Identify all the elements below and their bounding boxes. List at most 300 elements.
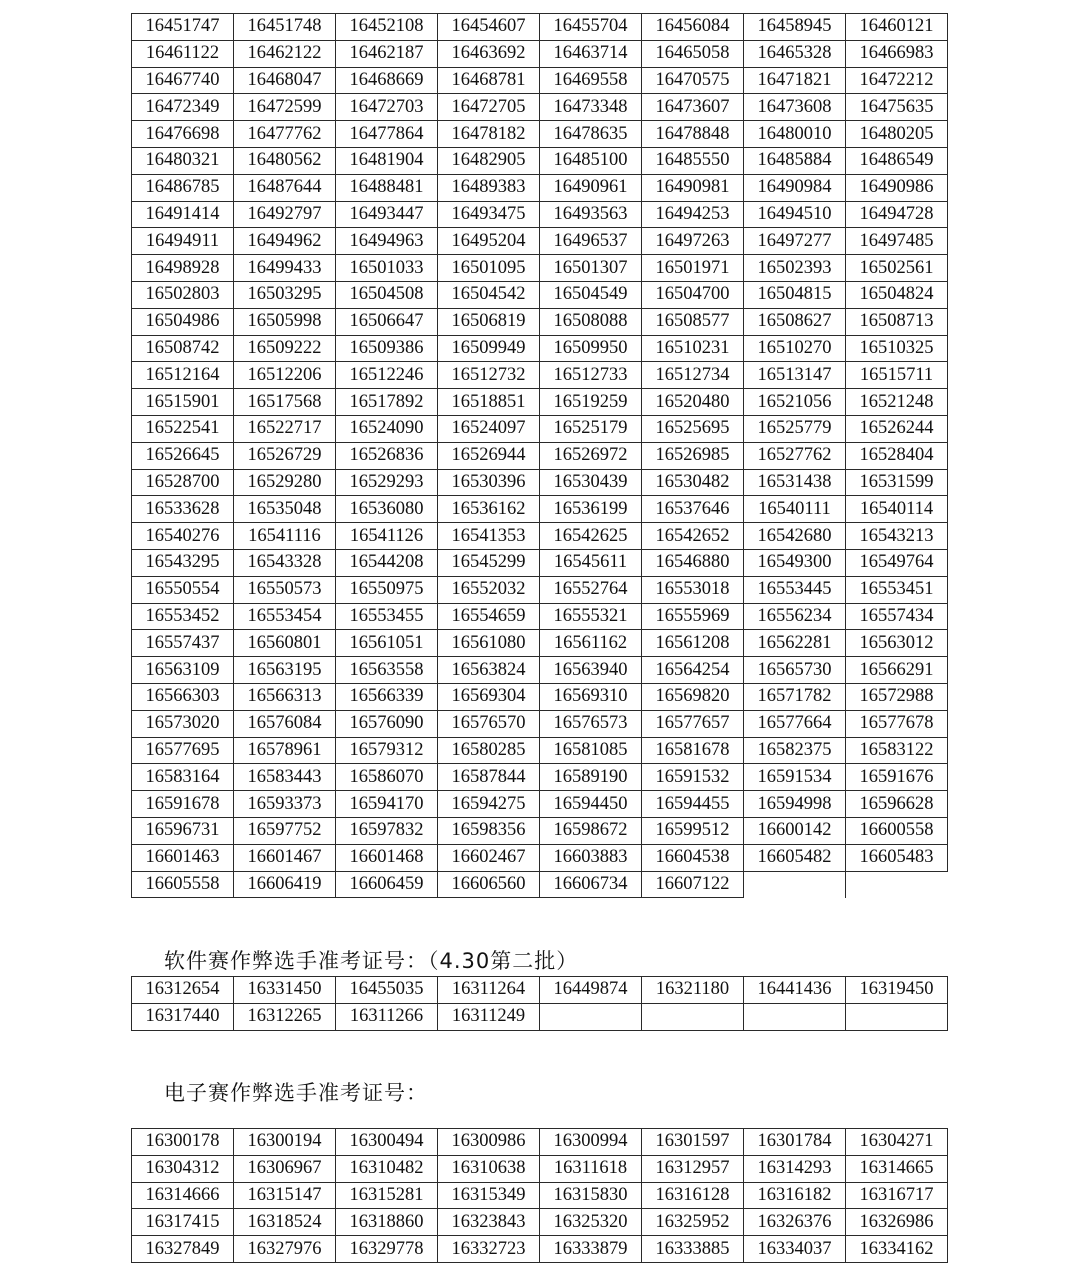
admission-number-cell: 16316717 — [846, 1182, 948, 1209]
admission-number-cell: 16598356 — [438, 817, 540, 844]
table-row — [132, 121, 948, 148]
table-row — [132, 40, 948, 67]
table-row — [132, 1236, 948, 1263]
admission-number-cell: 16606419 — [234, 871, 336, 898]
table-row — [132, 335, 948, 362]
admission-number-cell: 16583122 — [846, 737, 948, 764]
admission-number-cell: 16494728 — [846, 201, 948, 228]
admission-number-cell: 16480562 — [234, 147, 336, 174]
admission-number-cell: 16496537 — [540, 228, 642, 255]
admission-number-cell: 16606734 — [540, 871, 642, 898]
admission-number-cell: 16306967 — [234, 1155, 336, 1182]
table-row — [132, 94, 948, 121]
admission-number-cell: 16541116 — [234, 523, 336, 550]
admission-number-cell: 16504986 — [132, 308, 234, 335]
admission-number-cell: 16480205 — [846, 121, 948, 148]
admission-number-cell: 16509950 — [540, 335, 642, 362]
admission-number-cell: 16495204 — [438, 228, 540, 255]
admission-number-cell: 16502393 — [744, 255, 846, 282]
admission-number-cell: 16566313 — [234, 683, 336, 710]
admission-number-cell: 16594450 — [540, 791, 642, 818]
table-row — [132, 1182, 948, 1209]
admission-number-cell: 16318524 — [234, 1209, 336, 1236]
admission-number-cell: 16314666 — [132, 1182, 234, 1209]
table-row — [132, 255, 948, 282]
admission-number-cell: 16310638 — [438, 1155, 540, 1182]
admission-number-cell: 16504542 — [438, 281, 540, 308]
admission-number-cell: 16470575 — [642, 67, 744, 94]
admission-number-cell: 16314665 — [846, 1155, 948, 1182]
admission-number-cell: 16583164 — [132, 764, 234, 791]
admission-number-cell: 16486785 — [132, 174, 234, 201]
table-row — [132, 469, 948, 496]
admission-number-cell: 16591678 — [132, 791, 234, 818]
admission-number-cell: 16300178 — [132, 1129, 234, 1156]
admission-number-cell: 16594275 — [438, 791, 540, 818]
table-row — [132, 817, 948, 844]
admission-number-cell: 16327976 — [234, 1236, 336, 1263]
admission-number-cell: 16600142 — [744, 817, 846, 844]
admission-number-cell: 16462122 — [234, 40, 336, 67]
admission-number-cell: 16311249 — [438, 1003, 540, 1030]
admission-number-cell: 16531599 — [846, 469, 948, 496]
software-contest-heading: 软件赛作弊选手准考证号：（4.30第二批） — [164, 949, 579, 973]
admission-number-cell: 16513147 — [744, 362, 846, 389]
admission-number-cell: 16576573 — [540, 710, 642, 737]
admission-number-cell: 16553455 — [336, 603, 438, 630]
table-row — [132, 844, 948, 871]
admission-number-cell: 16472703 — [336, 94, 438, 121]
table-row — [132, 67, 948, 94]
table-row — [132, 415, 948, 442]
admission-number-cell: 16542652 — [642, 523, 744, 550]
admission-number-cell: 16491414 — [132, 201, 234, 228]
admission-number-cell: 16543328 — [234, 549, 336, 576]
admission-number-cell: 16601468 — [336, 844, 438, 871]
admission-number-cell: 16526244 — [846, 415, 948, 442]
table-row — [132, 14, 948, 41]
admission-number-cell: 16512246 — [336, 362, 438, 389]
table-row — [132, 147, 948, 174]
admission-number-cell: 16577695 — [132, 737, 234, 764]
admission-number-cell: 16554659 — [438, 603, 540, 630]
admission-number-cell: 16477762 — [234, 121, 336, 148]
admission-number-cell: 16316128 — [642, 1182, 744, 1209]
admission-number-cell: 16542680 — [744, 523, 846, 550]
admission-number-cell: 16494911 — [132, 228, 234, 255]
table-row — [132, 977, 948, 1004]
admission-number-cell: 16563824 — [438, 657, 540, 684]
admission-number-cell: 16311618 — [540, 1155, 642, 1182]
admission-number-cell: 16512206 — [234, 362, 336, 389]
admission-number-cell: 16331450 — [234, 977, 336, 1004]
admission-number-cell: 16563109 — [132, 657, 234, 684]
admission-number-cell: 16490986 — [846, 174, 948, 201]
table-row — [132, 549, 948, 576]
admission-number-cell: 16601467 — [234, 844, 336, 871]
admission-number-cell: 16526985 — [642, 442, 744, 469]
table-row — [132, 1003, 948, 1030]
admission-number-cell: 16529293 — [336, 469, 438, 496]
admission-number-cell: 16317440 — [132, 1003, 234, 1030]
admission-number-cell: 16468047 — [234, 67, 336, 94]
admission-number-cell: 16596628 — [846, 791, 948, 818]
admission-number-cell: 16310482 — [336, 1155, 438, 1182]
admission-number-cell: 16494962 — [234, 228, 336, 255]
admission-number-cell: 16525695 — [642, 415, 744, 442]
admission-number-cell: 16550975 — [336, 576, 438, 603]
admission-number-cell: 16530396 — [438, 469, 540, 496]
admission-number-cell: 16300986 — [438, 1129, 540, 1156]
admission-number-cell: 16315147 — [234, 1182, 336, 1209]
admission-number-cell: 16600558 — [846, 817, 948, 844]
admission-number-cell: 16451747 — [132, 14, 234, 41]
admission-number-cell: 16501971 — [642, 255, 744, 282]
admission-number-cell: 16506647 — [336, 308, 438, 335]
admission-number-cell: 16509949 — [438, 335, 540, 362]
admission-number-cell: 16315281 — [336, 1182, 438, 1209]
admission-number-cell: 16530482 — [642, 469, 744, 496]
admission-number-cell: 16566303 — [132, 683, 234, 710]
admission-number-cell: 16597832 — [336, 817, 438, 844]
admission-number-cell: 16587844 — [438, 764, 540, 791]
table-row — [132, 228, 948, 255]
admission-number-cell: 16502803 — [132, 281, 234, 308]
admission-number-cell: 16598672 — [540, 817, 642, 844]
admission-number-cell: 16503295 — [234, 281, 336, 308]
admission-number-cell: 16478635 — [540, 121, 642, 148]
admission-number-cell: 16573020 — [132, 710, 234, 737]
table-row — [132, 1155, 948, 1182]
admission-number-cell: 16494253 — [642, 201, 744, 228]
admission-number-cell: 16312957 — [642, 1155, 744, 1182]
admission-number-cell: 16578961 — [234, 737, 336, 764]
admission-number-cell: 16582375 — [744, 737, 846, 764]
admission-number-cell: 16606560 — [438, 871, 540, 898]
admission-number-cell: 16493563 — [540, 201, 642, 228]
admission-number-cell: 16530439 — [540, 469, 642, 496]
admission-number-cell: 16576090 — [336, 710, 438, 737]
admission-number-cell: 16594998 — [744, 791, 846, 818]
admission-number-cell: 16329778 — [336, 1236, 438, 1263]
admission-number-cell: 16566339 — [336, 683, 438, 710]
admission-number-cell: 16504549 — [540, 281, 642, 308]
admission-number-cell: 16509386 — [336, 335, 438, 362]
admission-number-cell: 16552032 — [438, 576, 540, 603]
admission-number-cell: 16564254 — [642, 657, 744, 684]
table-row — [132, 764, 948, 791]
admission-number-cell: 16501095 — [438, 255, 540, 282]
admission-number-cell: 16467740 — [132, 67, 234, 94]
admission-number-cell: 16485550 — [642, 147, 744, 174]
admission-number-cell: 16569820 — [642, 683, 744, 710]
admission-number-cell: 16591532 — [642, 764, 744, 791]
admission-number-cell: 16549300 — [744, 549, 846, 576]
admission-number-cell: 16552764 — [540, 576, 642, 603]
admission-number-cell: 16468781 — [438, 67, 540, 94]
admission-number-cell: 16455035 — [336, 977, 438, 1004]
admission-number-cell: 16478182 — [438, 121, 540, 148]
admission-number-cell: 16301784 — [744, 1129, 846, 1156]
admission-number-cell: 16441436 — [744, 977, 846, 1004]
admission-number-cell: 16550554 — [132, 576, 234, 603]
admission-number-cell: 16605558 — [132, 871, 234, 898]
admission-number-cell: 16563012 — [846, 630, 948, 657]
admission-number-cell: 16521248 — [846, 389, 948, 416]
admission-number-cell: 16473348 — [540, 94, 642, 121]
admission-number-cell: 16526972 — [540, 442, 642, 469]
admission-number-cell: 16319450 — [846, 977, 948, 1004]
admission-number-cell — [846, 1003, 948, 1030]
admission-number-cell: 16555321 — [540, 603, 642, 630]
admission-number-cell: 16312654 — [132, 977, 234, 1004]
admission-number-cell: 16485100 — [540, 147, 642, 174]
admission-number-cell: 16601463 — [132, 844, 234, 871]
admission-number-cell: 16492797 — [234, 201, 336, 228]
admission-number-cell: 16515711 — [846, 362, 948, 389]
software-contest-table — [131, 976, 948, 1031]
admission-number-cell: 16504700 — [642, 281, 744, 308]
admission-number-cell: 16510325 — [846, 335, 948, 362]
empty-cell — [846, 871, 948, 898]
admission-number-cell: 16466983 — [846, 40, 948, 67]
admission-number-cell: 16451748 — [234, 14, 336, 41]
admission-number-cell: 16508713 — [846, 308, 948, 335]
admission-number-cell: 16471821 — [744, 67, 846, 94]
admission-number-cell: 16508577 — [642, 308, 744, 335]
admission-number-cell: 16509222 — [234, 335, 336, 362]
admission-number-cell — [642, 1003, 744, 1030]
admission-number-cell: 16334162 — [846, 1236, 948, 1263]
admission-number-cell: 16563940 — [540, 657, 642, 684]
admission-number-cell: 16501307 — [540, 255, 642, 282]
admission-number-cell: 16581678 — [642, 737, 744, 764]
admission-number-cell: 16333885 — [642, 1236, 744, 1263]
admission-number-cell: 16504824 — [846, 281, 948, 308]
admission-number-cell: 16522541 — [132, 415, 234, 442]
admission-number-cell: 16312265 — [234, 1003, 336, 1030]
admission-number-cell: 16543295 — [132, 549, 234, 576]
admission-number-cell: 16596731 — [132, 817, 234, 844]
table-row — [132, 1209, 948, 1236]
admission-number-cell: 16311266 — [336, 1003, 438, 1030]
admission-number-cell: 16318860 — [336, 1209, 438, 1236]
admission-number-cell: 16571782 — [744, 683, 846, 710]
admission-number-cell: 16325952 — [642, 1209, 744, 1236]
table-row — [132, 201, 948, 228]
admission-number-cell: 16577678 — [846, 710, 948, 737]
admission-number-cell: 16490984 — [744, 174, 846, 201]
admission-number-cell: 16326986 — [846, 1209, 948, 1236]
admission-number-cell: 16300194 — [234, 1129, 336, 1156]
admission-number-cell: 16606459 — [336, 871, 438, 898]
electronics-contest-heading: 电子赛作弊选手准考证号： — [164, 1081, 428, 1105]
admission-number-cell: 16521056 — [744, 389, 846, 416]
admission-number-cell: 16498928 — [132, 255, 234, 282]
admission-number-cell: 16565730 — [744, 657, 846, 684]
admission-number-cell: 16560801 — [234, 630, 336, 657]
admission-number-cell: 16494510 — [744, 201, 846, 228]
admission-number-cell: 16502561 — [846, 255, 948, 282]
admission-number-cell: 16512733 — [540, 362, 642, 389]
admission-number-cell: 16536080 — [336, 496, 438, 523]
admission-number-cell: 16553452 — [132, 603, 234, 630]
admission-number-cell: 16525179 — [540, 415, 642, 442]
admission-number-cell: 16540114 — [846, 496, 948, 523]
admission-number-cell: 16541353 — [438, 523, 540, 550]
admission-number-cell: 16321180 — [642, 977, 744, 1004]
admission-number-cell: 16540111 — [744, 496, 846, 523]
admission-number-cell: 16533628 — [132, 496, 234, 523]
admission-number-cell: 16577657 — [642, 710, 744, 737]
admission-number-cell: 16505998 — [234, 308, 336, 335]
admission-number-cell: 16316182 — [744, 1182, 846, 1209]
admission-number-cell: 16550573 — [234, 576, 336, 603]
admission-number-cell: 16300994 — [540, 1129, 642, 1156]
admission-number-cell: 16477864 — [336, 121, 438, 148]
table-row — [132, 603, 948, 630]
admission-number-cell: 16497277 — [744, 228, 846, 255]
admission-number-cell: 16510270 — [744, 335, 846, 362]
admission-number-cell: 16526729 — [234, 442, 336, 469]
admission-number-cell: 16605483 — [846, 844, 948, 871]
admission-number-cell: 16485884 — [744, 147, 846, 174]
admission-number-cell: 16580285 — [438, 737, 540, 764]
admission-number-cell: 16529280 — [234, 469, 336, 496]
admission-number-cell: 16555969 — [642, 603, 744, 630]
admission-number-cell: 16506819 — [438, 308, 540, 335]
admission-number-cell: 16473607 — [642, 94, 744, 121]
admission-number-cell: 16472212 — [846, 67, 948, 94]
admission-number-cell: 16593373 — [234, 791, 336, 818]
admission-number-cell: 16545611 — [540, 549, 642, 576]
table-row — [132, 442, 948, 469]
admission-number-cell: 16569304 — [438, 683, 540, 710]
admission-number-cell: 16561162 — [540, 630, 642, 657]
admission-number-cell: 16301597 — [642, 1129, 744, 1156]
admission-number-cell: 16454607 — [438, 14, 540, 41]
admission-number-cell: 16489383 — [438, 174, 540, 201]
table-row — [132, 657, 948, 684]
admission-number-cell: 16591676 — [846, 764, 948, 791]
admission-number-cell: 16508088 — [540, 308, 642, 335]
admission-number-cell: 16524097 — [438, 415, 540, 442]
admission-number-cell: 16478848 — [642, 121, 744, 148]
admission-number-cell: 16512732 — [438, 362, 540, 389]
admission-number-cell: 16515901 — [132, 389, 234, 416]
admission-number-cell: 16597752 — [234, 817, 336, 844]
admission-number-cell: 16562281 — [744, 630, 846, 657]
admission-number-cell: 16493475 — [438, 201, 540, 228]
admission-number-cell: 16553018 — [642, 576, 744, 603]
table-row — [132, 496, 948, 523]
admission-number-cell: 16475635 — [846, 94, 948, 121]
admission-number-cell: 16544208 — [336, 549, 438, 576]
admission-number-cell: 16480321 — [132, 147, 234, 174]
admission-number-cell: 16561080 — [438, 630, 540, 657]
admission-number-cell: 16508627 — [744, 308, 846, 335]
admission-number-cell: 16604538 — [642, 844, 744, 871]
admission-number-cell: 16594455 — [642, 791, 744, 818]
admission-number-cell: 16549764 — [846, 549, 948, 576]
admission-number-cell: 16300494 — [336, 1129, 438, 1156]
admission-number-cell: 16543213 — [846, 523, 948, 550]
table-row — [132, 523, 948, 550]
admission-number-cell: 16540276 — [132, 523, 234, 550]
table-row — [132, 281, 948, 308]
admission-number-cell: 16605482 — [744, 844, 846, 871]
admission-number-cell: 16583443 — [234, 764, 336, 791]
table-row — [132, 308, 948, 335]
admission-number-cell: 16577664 — [744, 710, 846, 737]
admission-number-cell: 16528404 — [846, 442, 948, 469]
table-row — [132, 1129, 948, 1156]
admission-number-cell: 16499433 — [234, 255, 336, 282]
admission-number-cell: 16535048 — [234, 496, 336, 523]
table-row — [132, 737, 948, 764]
admission-number-table-continued — [131, 13, 948, 898]
admission-number-cell: 16537646 — [642, 496, 744, 523]
admission-number-cell: 16526944 — [438, 442, 540, 469]
admission-number-cell: 16599512 — [642, 817, 744, 844]
admission-number-cell: 16572988 — [846, 683, 948, 710]
admission-number-cell: 16458945 — [744, 14, 846, 41]
admission-number-cell: 16327849 — [132, 1236, 234, 1263]
admission-number-cell: 16504508 — [336, 281, 438, 308]
table-row — [132, 791, 948, 818]
admission-number-cell: 16586070 — [336, 764, 438, 791]
admission-number-cell: 16304271 — [846, 1129, 948, 1156]
admission-number-cell: 16480010 — [744, 121, 846, 148]
admission-number-cell: 16594170 — [336, 791, 438, 818]
admission-number-cell: 16512734 — [642, 362, 744, 389]
admission-number-cell: 16536162 — [438, 496, 540, 523]
admission-number-cell: 16490961 — [540, 174, 642, 201]
admission-number-cell: 16460121 — [846, 14, 948, 41]
admission-number-cell: 16463714 — [540, 40, 642, 67]
admission-number-cell: 16542625 — [540, 523, 642, 550]
admission-number-cell: 16579312 — [336, 737, 438, 764]
admission-number-cell: 16556234 — [744, 603, 846, 630]
table-row — [132, 683, 948, 710]
admission-number-cell: 16563558 — [336, 657, 438, 684]
admission-number-cell: 16314293 — [744, 1155, 846, 1182]
admission-number-cell: 16528700 — [132, 469, 234, 496]
admission-number-cell: 16512164 — [132, 362, 234, 389]
table-row — [132, 871, 948, 898]
admission-number-cell: 16476698 — [132, 121, 234, 148]
admission-number-cell: 16576570 — [438, 710, 540, 737]
admission-number-cell: 16524090 — [336, 415, 438, 442]
admission-number-cell: 16325320 — [540, 1209, 642, 1236]
admission-number-cell: 16589190 — [540, 764, 642, 791]
admission-number-cell: 16449874 — [540, 977, 642, 1004]
admission-number-cell: 16488481 — [336, 174, 438, 201]
table-row — [132, 389, 948, 416]
admission-number-cell: 16517892 — [336, 389, 438, 416]
admission-number-cell: 16602467 — [438, 844, 540, 871]
admission-number-cell: 16526645 — [132, 442, 234, 469]
admission-number-cell: 16462187 — [336, 40, 438, 67]
admission-number-cell: 16490981 — [642, 174, 744, 201]
admission-number-cell: 16520480 — [642, 389, 744, 416]
admission-number-cell: 16472599 — [234, 94, 336, 121]
admission-number-cell: 16493447 — [336, 201, 438, 228]
admission-number-cell: 16561208 — [642, 630, 744, 657]
admission-number-cell: 16497263 — [642, 228, 744, 255]
admission-number-cell: 16317415 — [132, 1209, 234, 1236]
admission-number-cell: 16546880 — [642, 549, 744, 576]
